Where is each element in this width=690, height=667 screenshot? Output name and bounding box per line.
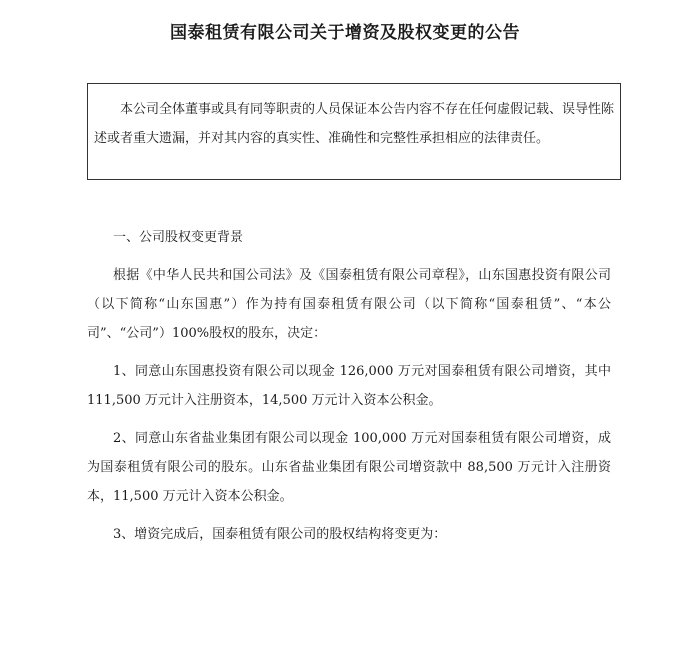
disclaimer-notice-box <box>87 83 621 180</box>
paragraph-background: 根据《中华人民共和国公司法》及《国泰租赁有限公司章程》，山东国惠投资有限公司（以下简称“山东国惠”）作为持有国泰租赁有限公司（以下简称“国泰租赁”、“本公司”、“公司”）100%股权的股东，决定： <box>87 268 611 341</box>
paragraph-item-3: 3、增资完成后，国泰租赁有限公司的股权结构将变更为： <box>113 527 447 542</box>
paragraph-item-1: 1、同意山东国惠投资有限公司以现金 126,000 万元对国泰租赁有限公司增资，其中 111,500 万元计入注册资本，14,500 万元计入资本公积金。 <box>87 364 611 408</box>
paragraph-item-2: 2、同意山东省盐业集团有限公司以现金 100,000 万元对国泰租赁有限公司增资，成为国泰租赁有限公司的股东。山东省盐业集团有限公司增资款中 88,500 万元计入注册资本，11,500 万元计入资本公积金。 <box>87 431 611 504</box>
section-heading: 一、公司股权变更背景 <box>113 230 244 245</box>
disclaimer-notice-text: 本公司全体董事或具有同等职责的人员保证本公告内容不存在任何虚假记载、误导性陈述或者重大遗漏，并对其内容的真实性、准确性和完整性承担相应的法律责任。 <box>94 102 615 146</box>
document-title: 国泰租赁有限公司关于增资及股权变更的公告 <box>170 23 520 43</box>
